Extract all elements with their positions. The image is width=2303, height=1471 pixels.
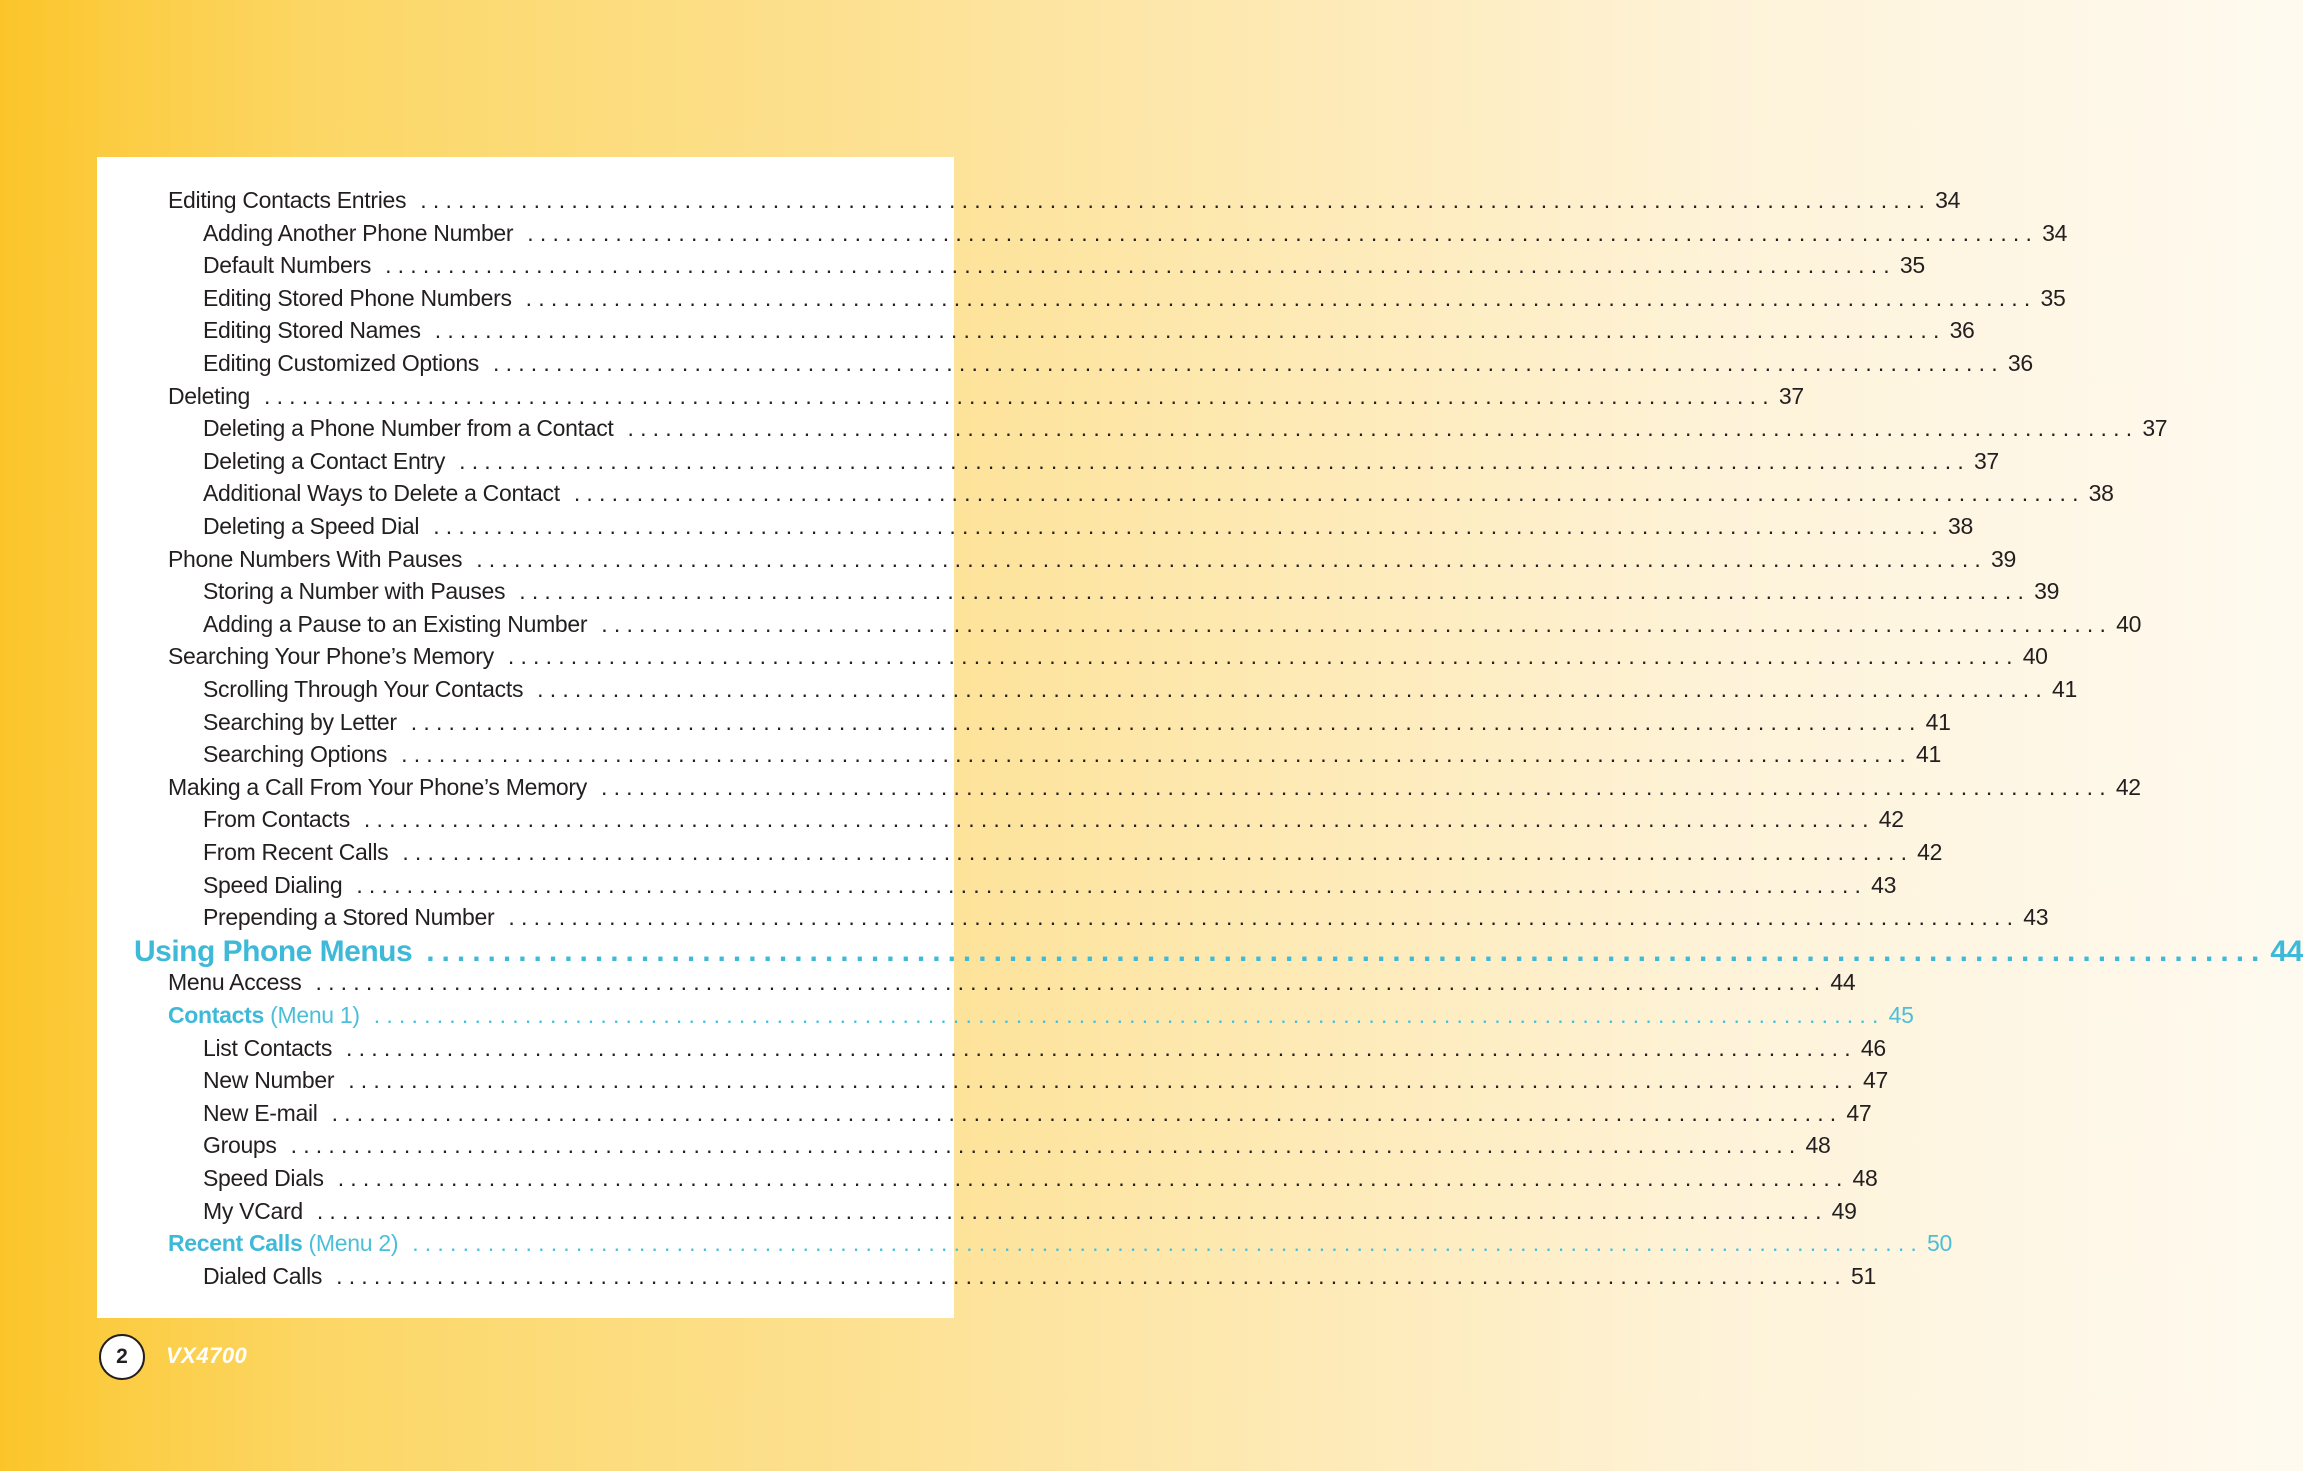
dot-leader: ........................................................................................................................: [402, 839, 1914, 865]
toc-entry-title: Making a Call From Your Phone’s Memory: [168, 773, 587, 800]
toc-entry[interactable]: [203, 741, 1941, 775]
dot-leader: ........................................................................................................................: [601, 610, 2113, 637]
dot-leader: ........................................................................................................................: [420, 187, 1932, 213]
dot-leader: ........................................................................................................................: [476, 545, 1988, 572]
toc-entry-page: 36: [2007, 350, 2033, 376]
toc-entry-title: Storing a Number with Pauses: [203, 578, 506, 605]
dot-leader: ........................................................................................................................: [412, 1230, 1924, 1257]
dot-leader: ........................................................................................................................: [525, 284, 2037, 311]
toc-entry[interactable]: [203, 610, 2142, 645]
toc-entry-page: 37: [1973, 447, 1999, 474]
dot-leader: ........................................................................................................................: [363, 806, 1875, 833]
toc-entry-page: 36: [1949, 317, 1975, 344]
toc-entry-page: 38: [1948, 513, 1973, 539]
toc-entry[interactable]: [203, 806, 1904, 840]
toc-entry-page: 46: [1860, 1034, 1886, 1061]
toc-entry-page: 44: [2270, 934, 2303, 968]
table-of-contents: [97, 157, 2303, 1318]
toc-entry-page: 45: [1888, 1002, 1914, 1028]
toc-entry-title: Deleting a Contact Entry: [203, 447, 446, 474]
toc-entry[interactable]: [203, 447, 1999, 482]
toc-entry-page: 40: [2022, 643, 2048, 670]
toc-entry[interactable]: [203, 1099, 1872, 1134]
dot-leader: ........................................................................................................................: [331, 1099, 1843, 1126]
toc-entry-page: 40: [2116, 610, 2142, 637]
toc-entry-page: 35: [1899, 252, 1925, 279]
dot-leader: ........................................................................................................................: [410, 708, 1922, 735]
toc-entry[interactable]: [168, 1230, 1953, 1264]
toc-entry[interactable]: [168, 969, 1856, 1003]
toc-entry[interactable]: [203, 676, 2077, 710]
toc-entry[interactable]: [203, 480, 2114, 514]
toc-entry-page: 50: [1927, 1230, 1953, 1257]
dot-leader: ........................................................................................................................: [316, 1197, 1828, 1224]
toc-entry-page: 41: [2051, 676, 2077, 702]
toc-entry-title: Dialed Calls: [203, 1262, 323, 1289]
toc-entry[interactable]: [203, 219, 2068, 254]
toc-entry-page: 48: [1852, 1165, 1878, 1191]
toc-entry-title: Menu Access: [168, 969, 302, 996]
toc-entry[interactable]: [203, 578, 2060, 612]
toc-entry-page: 47: [1846, 1099, 1872, 1126]
toc-entry-title: Additional Ways to Delete a Contact: [203, 480, 560, 507]
toc-entry-title: Editing Customized Options: [203, 350, 480, 376]
toc-entry[interactable]: [203, 513, 1973, 547]
toc-entry-menu-label: (Menu 2): [302, 1230, 399, 1257]
toc-entry-title: Searching Options: [203, 741, 388, 768]
dot-leader: ........................................................................................................................: [373, 1002, 1885, 1028]
page-number-badge: [99, 1334, 145, 1380]
toc-entry-page: 47: [1863, 1067, 1889, 1094]
toc-entry-page: 41: [1925, 708, 1951, 735]
toc-entry-page: 37: [2142, 415, 2168, 442]
dot-leader: ........................................................................................................................: [356, 871, 1868, 898]
toc-entry-title: [168, 1002, 360, 1029]
dot-leader: ........................................................................................................................: [493, 350, 2004, 376]
toc-entry-title: Default Numbers: [203, 252, 372, 279]
toc-entry-menu-label: (Menu 1): [264, 1002, 360, 1028]
dot-leader: ........................................................................................................................: [537, 676, 2048, 702]
dot-leader: ........................................................................................................................: [346, 1034, 1857, 1061]
dot-leader: ........................................................................................................................: [385, 252, 1896, 279]
toc-entry-page: 34: [1935, 187, 1961, 213]
model-name: VX4700: [166, 1343, 248, 1368]
toc-entry-page: 42: [1917, 839, 1943, 865]
toc-entry-title: [168, 1230, 398, 1257]
toc-entry-page: 34: [2042, 219, 2068, 246]
toc-entry[interactable]: [203, 252, 1925, 286]
toc-entry-page: 37: [1778, 382, 1804, 409]
toc-entry[interactable]: [168, 545, 2017, 580]
toc-entry[interactable]: [203, 1132, 1831, 1166]
toc-entry-page: 42: [1878, 806, 1904, 833]
left-color-band: [0, 0, 97, 1471]
toc-page: [97, 157, 2303, 1318]
toc-entry-page: 39: [1991, 545, 2017, 572]
dot-leader: ........................................................................................................................: [264, 382, 1775, 409]
toc-entry[interactable]: [203, 1197, 1857, 1232]
dot-leader: ........................................................................................................................: [627, 415, 2139, 442]
toc-entry[interactable]: [203, 839, 1943, 873]
toc-entry-title: Using Phone Menus: [134, 934, 413, 968]
toc-entry[interactable]: [168, 773, 2141, 808]
toc-entry-page: 42: [2115, 773, 2141, 800]
toc-entry-title: Prepending a Stored Number: [203, 904, 495, 931]
toc-entry-title: Speed Dialing: [203, 871, 343, 898]
toc-entry[interactable]: [203, 284, 2066, 319]
toc-entry-title: Scrolling Through Your Contacts: [203, 676, 524, 702]
toc-entry[interactable]: [203, 317, 1975, 351]
dot-leader: ........................................................................................................................: [434, 317, 1946, 344]
toc-entry[interactable]: [168, 643, 2048, 677]
toc-entry[interactable]: [203, 871, 1897, 906]
toc-entry-page: 43: [2023, 904, 2049, 931]
toc-entry-page: 51: [1850, 1262, 1876, 1289]
toc-entry[interactable]: [203, 904, 2049, 938]
toc-entry[interactable]: [203, 350, 2033, 384]
toc-entry-title: Deleting a Phone Number from a Contact: [203, 415, 614, 442]
dot-leader: ........................................................................................................................: [401, 741, 1912, 768]
dot-leader: ........................................................................................................................: [573, 480, 2085, 507]
toc-entry-page: 41: [1915, 741, 1941, 768]
dot-leader: ........................................................................................................................: [290, 1132, 1802, 1159]
toc-entry-title: From Recent Calls: [203, 839, 389, 865]
toc-entry-title: My VCard: [203, 1197, 303, 1224]
dot-leader: ........................................................................................................................: [459, 447, 1970, 474]
dot-leader: ........................................................................................................................: [348, 1067, 1860, 1094]
toc-entry-title-bold: Recent Calls: [168, 1230, 303, 1257]
toc-entry[interactable]: [168, 187, 1961, 221]
toc-entry-title: Deleting: [168, 382, 250, 409]
toc-entry-page: 48: [1805, 1132, 1831, 1159]
toc-entry[interactable]: [203, 1034, 1886, 1069]
toc-entry-title: Editing Stored Names: [203, 317, 421, 344]
dot-leader: ........................................................................................................................: [426, 934, 2267, 968]
toc-entry-title: Searching Your Phone’s Memory: [168, 643, 494, 670]
toc-entry-page: 43: [1871, 871, 1897, 898]
toc-entry-title: New E-mail: [203, 1099, 318, 1126]
dot-leader: ........................................................................................................................: [527, 219, 2039, 246]
dot-leader: ........................................................................................................................: [519, 578, 2031, 605]
dot-leader: ........................................................................................................................: [507, 643, 2019, 670]
dot-leader: ........................................................................................................................: [600, 773, 2112, 800]
toc-entry-page: 44: [1830, 969, 1856, 996]
dot-leader: ........................................................................................................................: [337, 1165, 1849, 1191]
toc-entry-page: 38: [2088, 480, 2114, 507]
toc-entry-page: 35: [2040, 284, 2066, 311]
toc-entry[interactable]: [168, 1002, 1914, 1036]
toc-entry-title: List Contacts: [203, 1034, 333, 1061]
dot-leader: ........................................................................................................................: [508, 904, 2020, 931]
toc-entry-title: Searching by Letter: [203, 708, 397, 735]
toc-entry-title: Editing Stored Phone Numbers: [203, 284, 512, 311]
toc-entry-title: New Number: [203, 1067, 335, 1094]
dot-leader: ........................................................................................................................: [315, 969, 1827, 996]
toc-entry[interactable]: [203, 1165, 1878, 1199]
toc-entry[interactable]: [203, 1262, 1876, 1297]
toc-entry[interactable]: [203, 415, 2168, 449]
toc-entry-title: From Contacts: [203, 806, 350, 833]
toc-entry-title: Adding a Pause to an Existing Number: [203, 610, 588, 637]
toc-entry-title: Editing Contacts Entries: [168, 187, 407, 213]
toc-entry-title: Deleting a Speed Dial: [203, 513, 420, 539]
toc-entry[interactable]: [203, 1067, 1889, 1101]
toc-entry-page: 49: [1831, 1197, 1857, 1224]
toc-entry-title: Phone Numbers With Pauses: [168, 545, 463, 572]
dot-leader: ........................................................................................................................: [433, 513, 1945, 539]
toc-entry[interactable]: [203, 708, 1951, 743]
page-number: 2: [116, 1345, 128, 1368]
toc-entry-title: Speed Dials: [203, 1165, 324, 1191]
toc-entry-title-bold: Contacts: [168, 1002, 265, 1028]
dot-leader: ........................................................................................................................: [336, 1262, 1847, 1289]
toc-entry[interactable]: [168, 382, 1804, 417]
toc-entry-page: 39: [2034, 578, 2060, 605]
toc-entry-title: Groups: [203, 1132, 277, 1159]
toc-entry-title: Adding Another Phone Number: [203, 219, 514, 246]
